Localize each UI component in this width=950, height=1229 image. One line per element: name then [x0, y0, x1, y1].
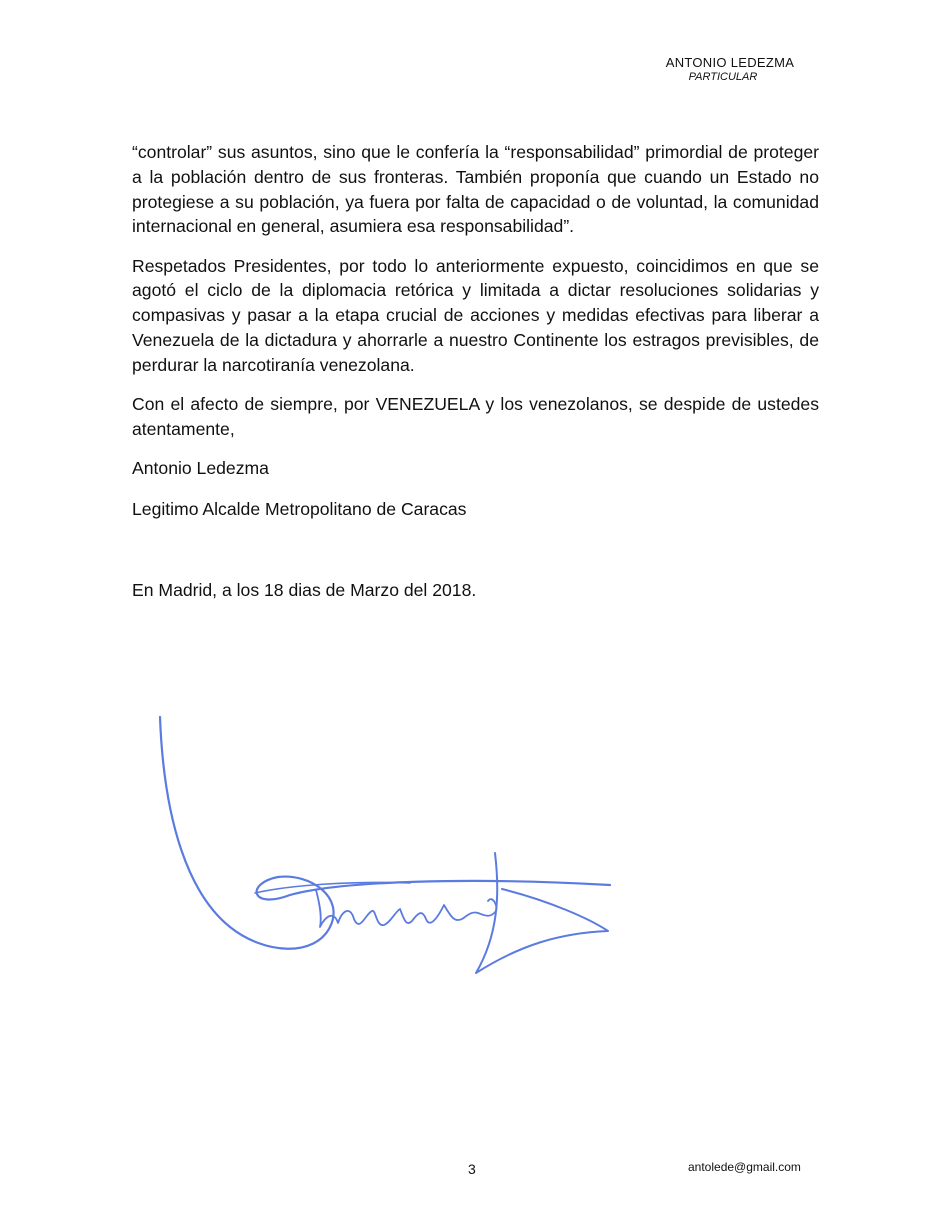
letterhead-subtitle: PARTICULAR	[688, 71, 758, 83]
handwritten-signature	[150, 705, 630, 985]
date-line: En Madrid, a los 18 dias de Marzo del 2018.	[132, 580, 477, 601]
signature-sweep-stroke	[160, 717, 610, 949]
paragraph-closing: Con el afecto de siempre, por VENEZUELA y los venezolanos, se despide de ustedes atentamente,	[132, 394, 819, 439]
letterhead	[600, 55, 860, 83]
signer-name: Antonio Ledezma	[132, 458, 269, 479]
signature-lettering-stroke	[316, 890, 496, 927]
signature-tail-stroke	[476, 853, 608, 973]
footer-email: antolede@gmail.com	[688, 1160, 801, 1174]
letterhead-name: ANTONIO LEDEZMA	[665, 55, 795, 70]
paragraph-appeal: Respetados Presidentes, por todo lo anteriormente expuesto, coincidimos en que se agotó el ciclo de la diplomacia retórica y limitada a dictar resoluciones solidarias y compasivas y pasar a la etapa crucial de acciones y medidas efectivas para liberar a Venezuela de la dictadura y ahorrarle a nuestro Continente los estragos previsibles, de perdurar la narcotiranía venezolana.	[132, 255, 819, 375]
page-number: 3	[468, 1161, 476, 1177]
letter-body	[132, 140, 819, 603]
paragraph-continuation: “controlar” sus asuntos, sino que le confería la “responsabilidad” primordial de proteger a la población dentro de sus fronteras. También proponía que cuando un Estado no protegiese a su población, ya fuera por falta de capacidad o de voluntad, la comunidad internacional en general, asumiera esa responsabilidad”.	[132, 142, 819, 237]
signer-title: Legitimo Alcalde Metropolitano de Caracas	[132, 498, 467, 519]
